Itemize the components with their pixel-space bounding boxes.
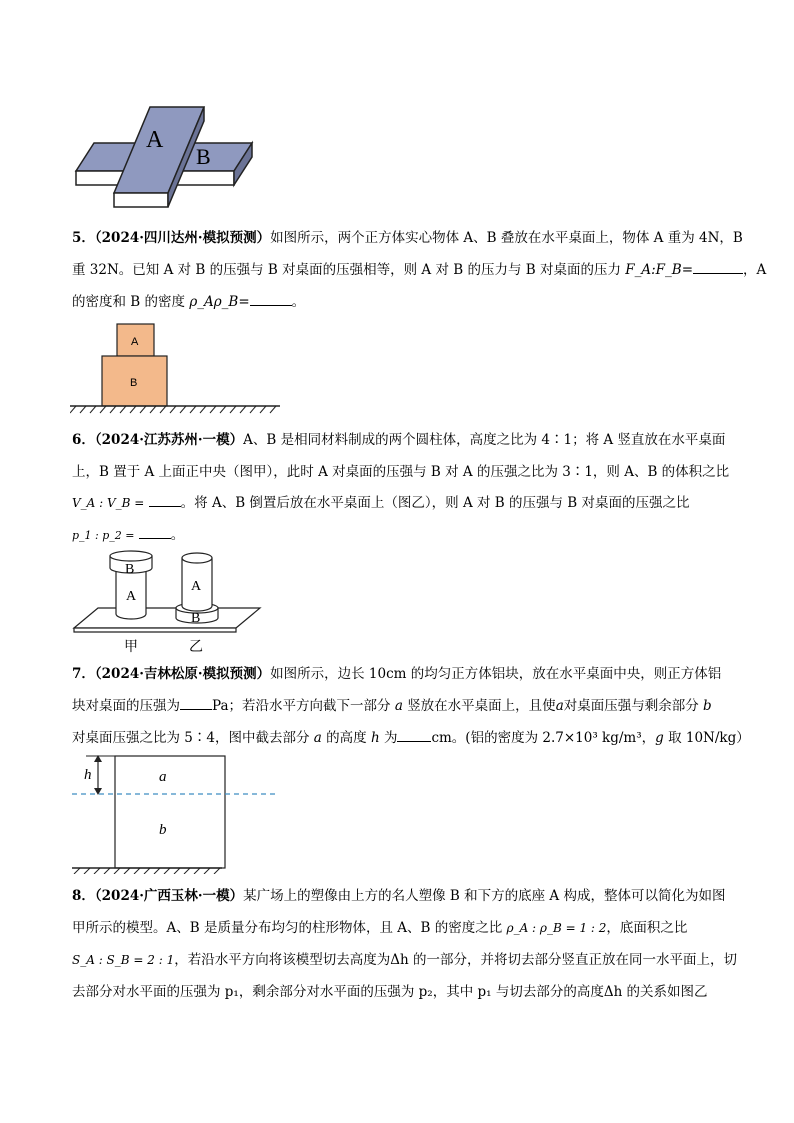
- q7-text-2c: 竖放在水平桌面上，且使: [407, 698, 556, 714]
- q6-blank-2: [139, 526, 171, 539]
- q5-number: 5．: [72, 230, 95, 246]
- q5-text-3: 的密度和 B 的密度: [72, 294, 186, 310]
- q7-line-1: [72, 665, 721, 683]
- q6-fig-left-b: B: [125, 562, 135, 577]
- q7-var-b: b: [703, 698, 712, 714]
- q6-fig-right-b: B: [191, 611, 201, 626]
- q7-var-a-2: a: [555, 698, 564, 714]
- q6-text-2: 上，B 置于 A 上面正中央（图甲），此时 A 对桌面的压强与 B 对 A 的压强之比为 3∶1，则 A、B 的体积之比: [72, 464, 730, 480]
- q7-number: 7．: [72, 666, 95, 682]
- q5-tail-3: 。: [291, 294, 306, 310]
- q5-text-2: 重 32N。已知 A 对 B 的压强与 B 对桌面的压强相等，则 A 对 B 的压力与 B 对桌面的压力: [72, 262, 621, 278]
- q6-formula-pressure: p_1 : p_2 =: [72, 529, 135, 542]
- q7-var-a-1: a: [394, 698, 403, 714]
- q6-formula-volume: V_A : V_B =: [72, 496, 145, 510]
- q6-text-1: A、B 是相同材料制成的两个圆柱体，高度之比为 4∶1；将 A 竖直放在水平桌面: [243, 432, 726, 448]
- q7-text-3a: 对桌面压强之比为 5∶4，图中截去部分: [72, 730, 310, 746]
- q7-blank-2: [397, 729, 431, 742]
- q7-text-3d: cm。(铝的密度为 2.7×10³ kg/m³，: [431, 730, 656, 746]
- q6-line-1: [72, 431, 725, 449]
- q7-var-a-3: a: [313, 730, 322, 746]
- q8-text-4: 去部分对水平面的压强为 p₁，剩余部分对水平面的压强为 p₂，其中 p₁ 与切去部分的高度Δh 的关系如图乙: [72, 984, 708, 1000]
- q7-var-h: h: [370, 730, 380, 746]
- q7-fig-a: a: [159, 769, 167, 785]
- q8-text-2: 甲所示的模型。A、B 是质量分布均匀的柱形物体，且 A、B 的密度之比: [72, 920, 503, 936]
- q6-fig-left-a: A: [126, 589, 137, 604]
- q5-fig-label-b: B: [130, 377, 138, 389]
- q6-blank-1: [149, 494, 181, 507]
- q8-source: （2024·广西玉林·一模）: [94, 888, 244, 904]
- q8-formula-density: ρ_A : ρ_B = 1 : 2: [506, 921, 607, 935]
- q7-source: （2024·吉林松原·模拟预测）: [94, 666, 271, 682]
- q7-line-2: [72, 697, 712, 715]
- q7-text-3c: 为: [383, 730, 398, 746]
- q5-formula-force: F_A:F_B=: [625, 262, 694, 278]
- q8-line-2: [72, 919, 687, 937]
- q8-text-3: ，若沿水平方向将该模型切去高度为Δh 的一部分，并将切去部分竖直正放在同一水平面上，切: [174, 952, 737, 968]
- q7-var-g: g: [655, 730, 664, 746]
- q5-line-3: [72, 293, 305, 311]
- q7-blank-1: [180, 697, 212, 710]
- q8-text-1: 某广场上的塑像由上方的名人塑像 B 和下方的底座 A 构成，整体可以简化为如图: [243, 888, 726, 904]
- q5-line-2: [72, 261, 766, 279]
- q8-line-4: [72, 983, 708, 1001]
- q5-fig-label-a: A: [131, 336, 139, 348]
- q7-text-3e: 取 10N/kg）: [668, 730, 750, 746]
- q7-fig-b: b: [159, 822, 167, 838]
- q7-text-2b: Pa；若沿水平方向截下一部分: [212, 698, 391, 714]
- q5-tail-2: ，A: [743, 262, 767, 278]
- figure-cube-cut: [72, 752, 278, 874]
- q8-line-3: [72, 951, 737, 969]
- q5-formula-density: ρ_Aρ_B=: [189, 294, 250, 310]
- figure-crossed-slabs: [74, 105, 254, 211]
- q7-text-2a: 块对桌面的压强为: [72, 698, 180, 714]
- q7-line-3: [72, 729, 750, 747]
- q7-text-2d: 对桌面压强与剩余部分: [563, 698, 699, 714]
- fig1-label-a: A: [146, 127, 164, 153]
- q7-fig-h: h: [84, 767, 92, 783]
- q6-text-3: 。将 A、B 倒置后放在水平桌面上（图乙），则 A 对 B 的压强与 B 对桌面的压强之比: [180, 495, 690, 511]
- q8-number: 8．: [72, 888, 95, 904]
- q6-number: 6．: [72, 432, 95, 448]
- q7-text-3b: 的高度: [326, 730, 367, 746]
- q6-fig-right-a: A: [191, 579, 202, 594]
- q6-source: （2024·江苏苏州·一模）: [94, 432, 244, 448]
- q7-text-1: 如图所示，边长 10cm 的均匀正方体铝块，放在水平桌面中央，则正方体铝: [270, 666, 722, 682]
- q5-line-1: [72, 229, 743, 247]
- q6-line-3: [72, 494, 690, 512]
- q8-line-1: [72, 887, 725, 905]
- q5-source: （2024·四川达州·模拟预测）: [94, 230, 271, 246]
- q6-line-2: [72, 463, 729, 481]
- q6-caption-left: 甲: [124, 639, 138, 655]
- q8-formula-area: S_A : S_B = 2 : 1: [72, 953, 175, 967]
- q6-caption-right: 乙: [189, 639, 203, 655]
- q5-blank-1: [693, 261, 743, 274]
- q6-line-4: [72, 526, 184, 545]
- q5-text-1: 如图所示，两个正方体实心物体 A、B 叠放在水平桌面上，物体 A 重为 4N，B: [270, 230, 743, 246]
- q8-tail-2: ，底面积之比: [606, 920, 688, 936]
- q6-tail-4: 。: [170, 527, 185, 543]
- figure-cylinders: [70, 548, 262, 656]
- fig1-label-b: B: [196, 144, 211, 169]
- figure-stacked-cubes: [70, 322, 282, 414]
- q5-blank-2: [250, 293, 292, 306]
